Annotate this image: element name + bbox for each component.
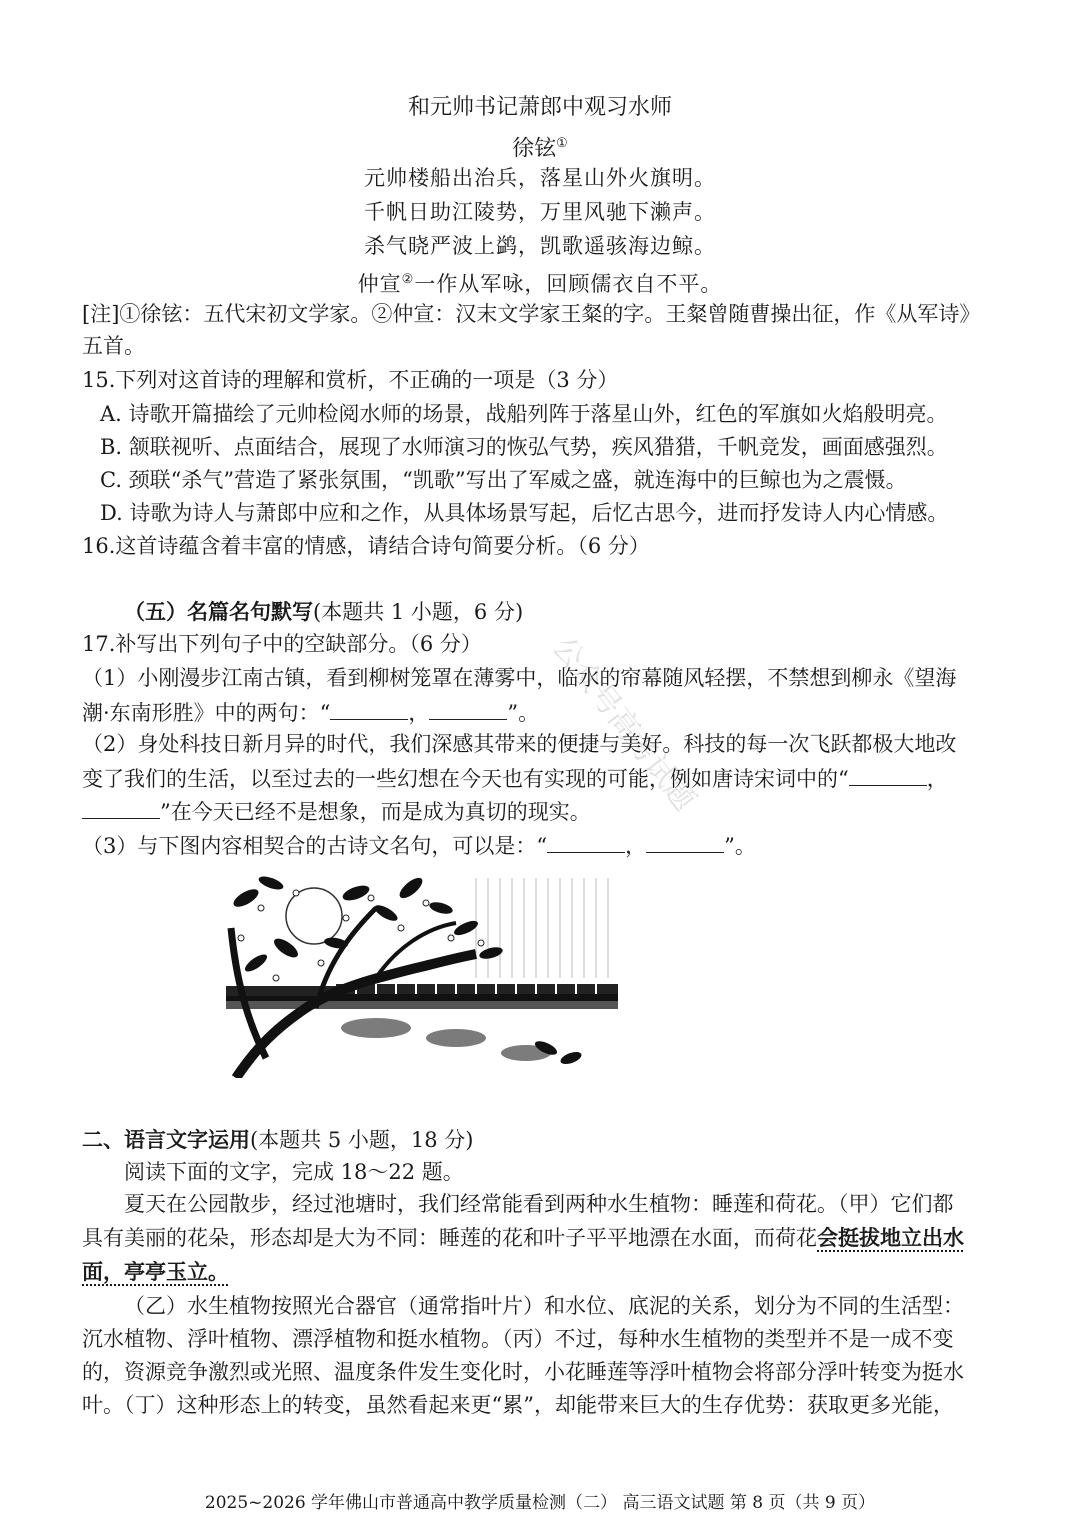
question-17-part-1-line-1: （1）小刚漫步江南古镇，看到柳树笼罩在薄雾中，临水的帘幕随风轻摆，不禁想到柳永《望海 <box>82 666 957 690</box>
section-5-score: (本题共 1 小题，6 分) <box>313 600 524 624</box>
poem-line-2: 千帆日助江陵势，万里风驰下濑声。 <box>364 200 716 224</box>
closing-quote: ”。 <box>724 834 756 858</box>
comma: ， <box>926 767 948 791</box>
footnote-mark: ② <box>401 272 415 287</box>
part-2-text: 变了我们的生活，以至过去的一些幻想在今天也有实现的可能，例如唐诗宋词中的“ <box>82 767 849 791</box>
poem-line-4 <box>0 266 1080 298</box>
passage-para-2-line-1: （乙）水生植物按照光合器官（通常指叶片）和水位、底泥的关系，划分为不同的生活型： <box>124 1294 964 1318</box>
passage-para-2-line-2: 沉水植物、浮叶植物、漂浮植物和挺水植物。（丙）不过，每种水生植物的类型并不是一成不变 <box>82 1327 954 1351</box>
poem-line-1: 元帅楼船出治兵，落星山外火旗明。 <box>364 166 716 190</box>
comma: ， <box>408 701 430 725</box>
passage-para-2-line-4: 叶。（丁）这种形态上的转变，虽然看起来更“累”，却能带来巨大的生存优势：获取更多光能， <box>82 1393 954 1417</box>
comma: ， <box>625 834 647 858</box>
part-2-score: (本题共 5 小题，18 分) <box>250 1128 474 1152</box>
part-3-text: （3）与下图内容相契合的古诗文名句，可以是：“ <box>82 834 548 858</box>
part-1-text: 潮·东南形胜》中的两句：“ <box>82 701 331 725</box>
question-15-option-a: A. 诗歌开篇描绘了元帅检阅水师的场景，战船列阵于落星山外，红色的军旗如火焰般明亮。 <box>100 402 948 426</box>
wall-shadows <box>341 1018 551 1061</box>
passage-para-2-line-3: 的，资源竞争激烈或光照、温度条件发生变化时，小花睡莲等浮叶植物会将部分浮叶转变为挺水 <box>82 1360 964 1384</box>
osmanthus-blossoms <box>238 890 484 981</box>
moon <box>286 888 342 944</box>
watermark-text: 公众号高考试题 <box>545 630 702 818</box>
page-footer: 2025~2026 学年佛山市普通高中教学质量检测（二） 高三语文试题 第 8 页（共 9 页） <box>204 1493 876 1513</box>
question-15-stem: 15.下列对这首诗的理解和赏析，不正确的一项是（3 分） <box>82 368 619 392</box>
question-15-option-c: C. 颈联“杀气”营造了紧张氛围，“凯歌”写出了军威之盛，就连海中的巨鲸也为之震慑。 <box>100 468 907 492</box>
answer-blank[interactable] <box>330 697 408 720</box>
part-2-text-end: ”在今天已经不是想象，而是成为真切的现实。 <box>160 800 591 824</box>
part-2-heading <box>82 1126 1002 1154</box>
tree-trunk <box>236 954 476 1078</box>
poem-line-4-end: 一作从军咏，回顾儒衣自不平。 <box>414 272 723 296</box>
passage-para-1-line-3 <box>82 1258 1002 1286</box>
emphasized-text: 面，亭亭玉立。 <box>82 1259 229 1284</box>
question-17-part-2-line-1: （2）身处科技日新月异的时代，我们深感其带来的便捷与美好。科技的每一次飞跃都极大地改 <box>82 732 957 756</box>
passage-para-1-line-2 <box>82 1224 1002 1252</box>
poem-line-4-start: 仲宣 <box>357 272 402 296</box>
footnote-mark: ① <box>556 136 568 151</box>
section-5-heading <box>124 598 1002 626</box>
poem-note-line-2: 五首。 <box>82 334 145 358</box>
poem-author <box>0 130 1080 163</box>
question-16-stem: 16.这首诗蕴含着丰富的情感，请结合诗句简要分析。（6 分） <box>82 534 650 558</box>
question-17-stem: 17.补写出下列句子中的空缺部分。（6 分） <box>82 632 482 656</box>
author-name: 徐铉 <box>512 136 557 162</box>
section-5-title: （五）名篇名句默写 <box>124 599 313 624</box>
answer-blank[interactable] <box>849 763 927 786</box>
answer-blank[interactable] <box>82 796 160 819</box>
poem-title: 和元帅书记萧郎中观习水师 <box>407 95 672 120</box>
question-15-option-b: B. 颔联视听、点面结合，展现了水师演习的恢弘气势，疾风猎猎，千帆竞发，画面感强烈。 <box>100 435 948 459</box>
poem-note-line-1: [注]①徐铉：五代宋初文学家。②仲宣：汉末文学家王粲的字。王粲曾随曹操出征，作《从军诗》 <box>82 302 981 326</box>
emphasized-text: 会挺拔地立出水 <box>817 1225 964 1250</box>
reading-instruction: 阅读下面的文字，完成 18～22 题。 <box>124 1160 464 1184</box>
question-15-option-d: D. 诗歌为诗人与萧郎中应和之作，从具体场景写起，后忆古思今，进而抒发诗人内心情感。 <box>100 501 949 525</box>
passage-text: 具有美丽的花朵，形态却是大为不同：睡莲的花和叶子平平地漂在水面，而荷花 <box>82 1226 817 1250</box>
closing-quote: ”。 <box>507 701 540 725</box>
wall-band <box>226 1001 618 1009</box>
poem-line-3: 杀气晓严波上鹢，凯歌遥骇海边鲸。 <box>364 234 716 258</box>
passage-para-1-line-1: 夏天在公园散步，经过池塘时，我们经常能看到两种水生植物：睡莲和荷花。（甲）它们都 <box>124 1192 954 1216</box>
part-2-title: 二、语言文字运用 <box>82 1127 250 1152</box>
